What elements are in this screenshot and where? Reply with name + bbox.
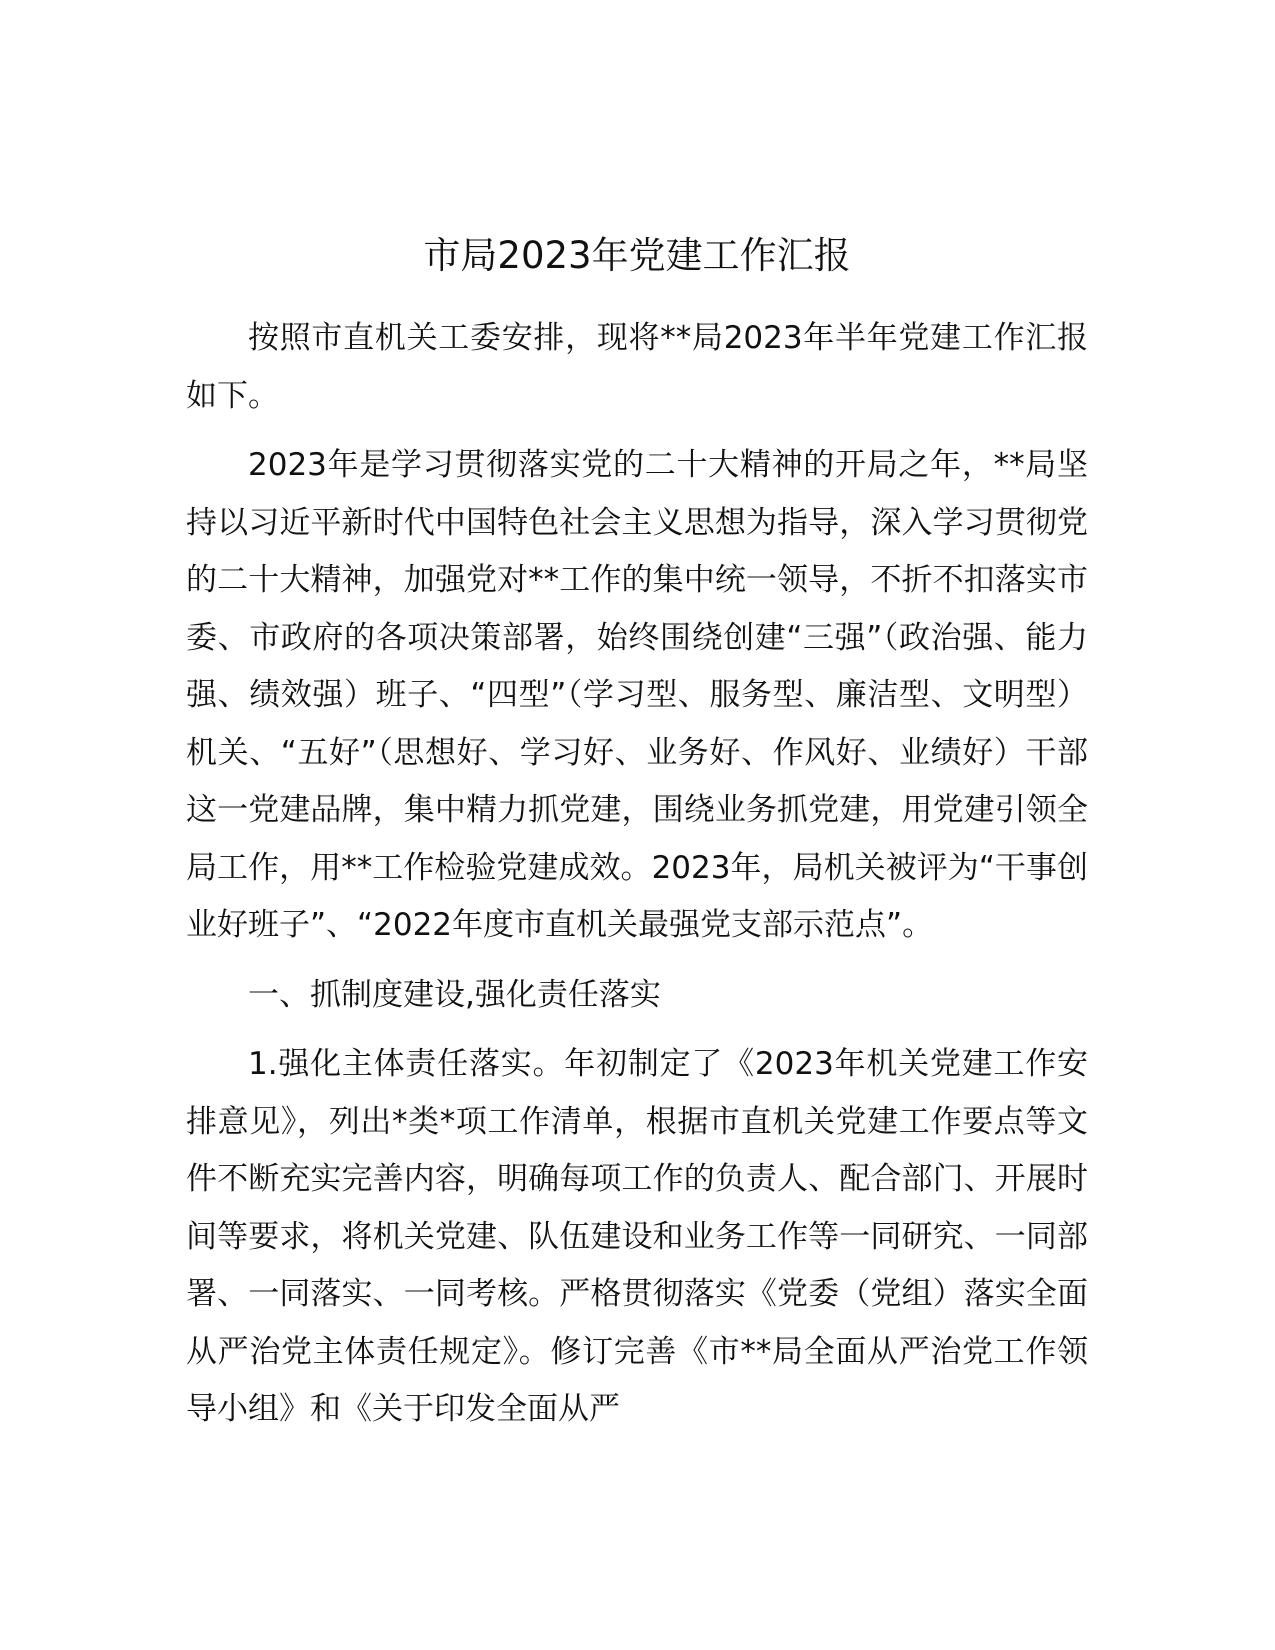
intro-paragraph: 按照市直机关工委安排，现将**局2023年半年党建工作汇报如下。 (186, 320, 1088, 414)
section-heading-1: 一、抓制度建设,强化责任落实 (248, 976, 661, 1013)
document-title: 市局2023年党建工作汇报 (423, 234, 851, 277)
section-1-paragraph-1: 1.强化主体责任落实。年初制定了《2023年机关党建工作安排意见》，列出*类*项工作清单，根据市直机关党建工作要点等文件不断充实完善内容，明确每项工作的负责人、配合部门、开展时间等要求，将机关党建、队伍建设和业务工作等一同研究、一同部署、一同落实、一同考核。严格贯彻落实《党委（党组）落实全面从严治党主体责任规定》。修订完善《市**局全面从严治党工作领导小组》和《关于印发全面从严 (186, 1046, 1088, 1427)
overview-paragraph: 2023年是学习贯彻落实党的二十大精神的开局之年，**局坚持以习近平新时代中国特色社会主义思想为指导，深入学习贯彻党的二十大精神，加强党对**工作的集中统一领导，不折不扣落实市委、市政府的各项决策部署，始终围绕创建“三强”（政治强、能力强、绩效强）班子、“四型”（学习型、服务型、廉洁型、文明型）机关、“五好”（思想好、学习好、业务好、作风好、业绩好）干部这一党建品牌，集中精力抓党建，围绕业务抓党建，用党建引领全局工作，用**工作检验党建成效。2023年，局机关被评为“干事创业好班子”、“2022年度市直机关最强党支部示范点”。 (186, 447, 1088, 943)
document-body (186, 228, 1088, 1451)
